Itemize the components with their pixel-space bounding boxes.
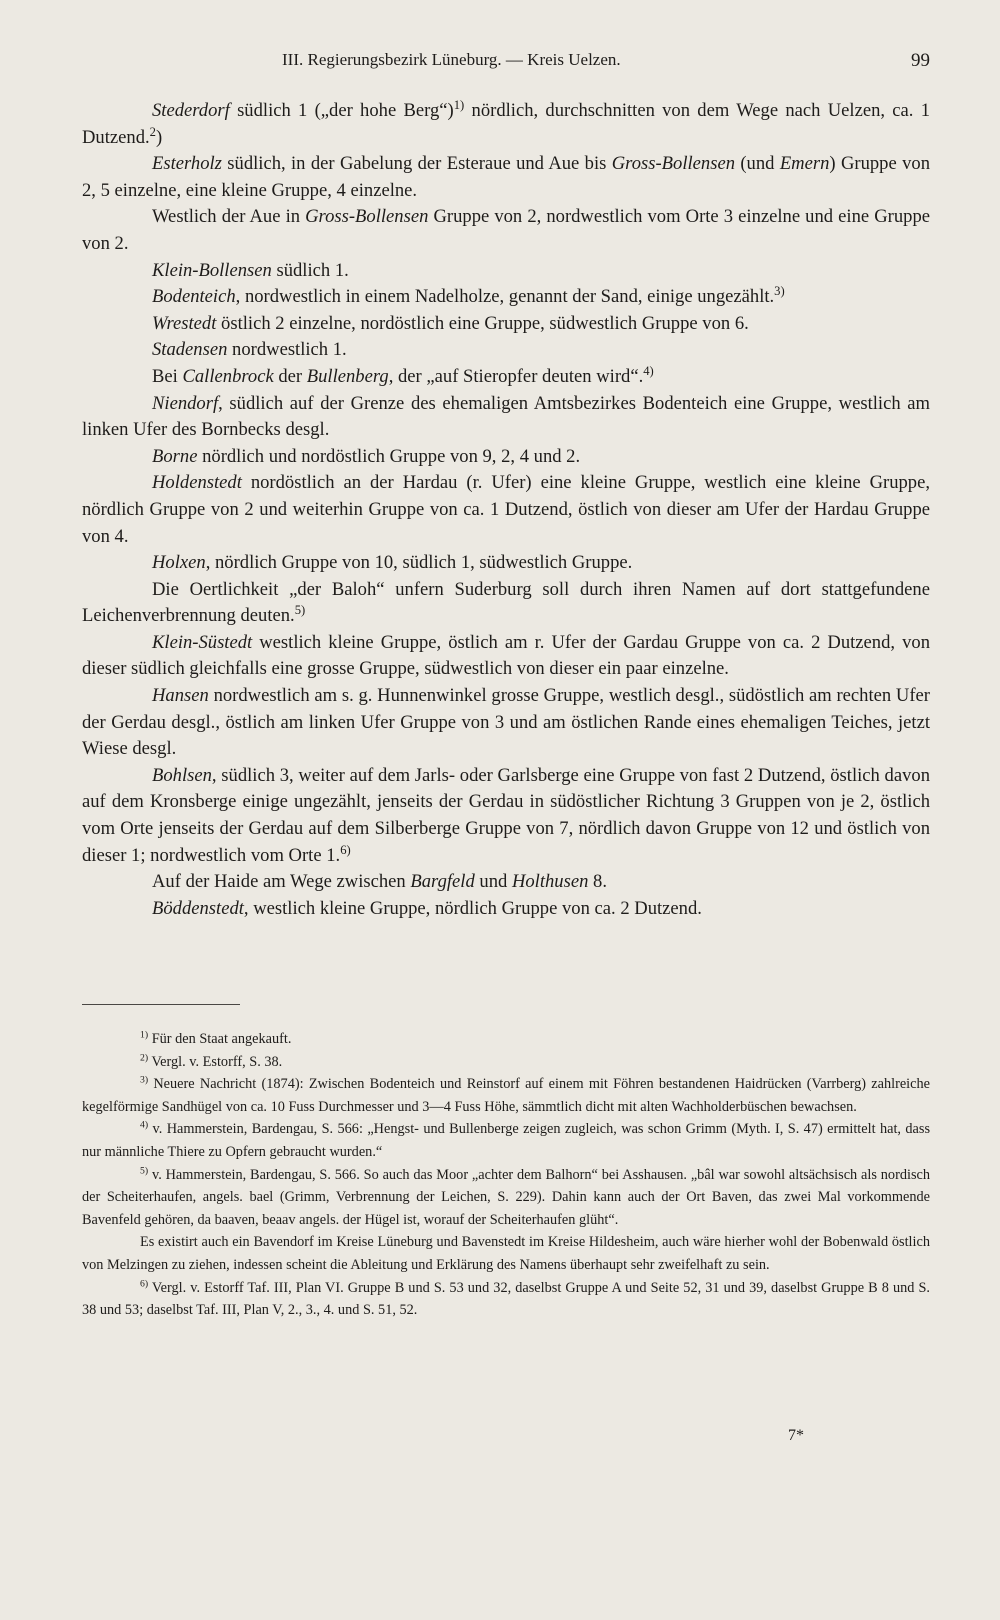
footnote-mark: 2) [140, 1052, 149, 1064]
footnote [82, 1277, 930, 1322]
place-name: Klein-Bollensen [152, 259, 272, 281]
paragraph [82, 763, 930, 869]
footnote-divider [82, 1004, 240, 1005]
footnote-mark: 6) [140, 1278, 149, 1290]
footnote-ref: 1) [453, 98, 465, 113]
place-name: Hansen [152, 685, 209, 707]
paragraph [82, 98, 930, 151]
place-name: Bargfeld [410, 871, 475, 893]
text: südlich, in der Gabelung der Esteraue und Aue bis [221, 153, 612, 175]
running-header [82, 50, 930, 80]
note-mark: 3 [140, 1074, 145, 1086]
page-number: 99 [911, 50, 930, 71]
text: Westlich der Aue in [152, 206, 306, 228]
header-title: III. Regierungsbezirk Lüneburg. — Kreis Uelzen. [282, 50, 621, 69]
paragraph [82, 337, 930, 364]
text: Gruppe von 2, nordwestlich vom Orte 3 einzelne und eine Gruppe von 2. [82, 206, 930, 254]
text: (und [735, 153, 780, 175]
text: südlich 1 („der hohe Berg“) [229, 100, 454, 121]
paragraph [82, 630, 930, 683]
text: südlich 1. [271, 259, 349, 281]
note-mark: 4 [140, 1120, 145, 1132]
text: , südlich 3, weiter auf dem Jarls- oder Garlsberge eine Gruppe von fast 2 Dutzend, östlich davon auf dem Kronsberge einige ungezählt, jenseits der Gerdau in südöstlicher Richtung 3 Gruppen von je 2, östlich vom Orte jenseits der Gerdau auf dem Silberberge Gruppe von 7, nördlich davon Gruppe von 12 und östlich von dieser 1; nordwestlich vom Orte 1. [82, 764, 930, 866]
text: 8. [588, 871, 607, 893]
note-mark: 6 [140, 1278, 145, 1290]
paragraph [82, 391, 930, 444]
text: nördlich, durchschnitten von dem Wege nach Uelzen, ca. 1 Dutzend. [82, 100, 930, 148]
place-name: Bodenteich [152, 286, 236, 308]
footnote [82, 1231, 930, 1276]
note-mark: 3 [774, 284, 781, 299]
footnote-mark: 3) [140, 1074, 149, 1086]
paragraph [82, 683, 930, 763]
footnote [82, 1028, 930, 1051]
place-name: Holdenstedt [152, 472, 242, 494]
note-mark: 1 [453, 98, 461, 113]
footnote-text: v. Hammerstein, Bardengau, S. 566: „Hengst- und Bullenberge zeigen zugleich, was schon Grimm (Myth. I, S. 47) ermittelt hat, dass nur männliche Thiere zu Opfern gebraucht wurden.“ [82, 1121, 931, 1160]
footnote-mark: 1) [140, 1029, 149, 1041]
note-mark: 4 [643, 363, 650, 378]
note-mark: 5 [140, 1165, 145, 1177]
footnote-text: Vergl. v. Estorff Taf. III, Plan VI. Gruppe B und S. 53 und 32, daselbst Gruppe A und Seite 52, 31 und 39, daselbst Gruppe B 8 und S. 38 und 53; daselbst Taf. III, Plan V, 2., 3., 4. und S. 51, 52. [82, 1279, 930, 1319]
text: ) [155, 126, 163, 148]
text: nordwestlich 1. [227, 339, 347, 361]
footnote [82, 1164, 930, 1232]
paragraph [82, 550, 930, 577]
footnote-text: Für den Staat angekauft. [151, 1031, 292, 1047]
place-name: Callenbrock [182, 365, 274, 387]
paragraph [82, 470, 930, 550]
place-name: Wrestedt [152, 312, 217, 334]
signature-mark: 7* [788, 1427, 804, 1444]
text: , südlich auf der Grenze des ehemaligen Amtsbezirkes Bodenteich eine Gruppe, westlich am linken Ufer des Bornbecks desgl. [82, 392, 930, 441]
text: nördlich und nordöstlich Gruppe von 9, 2, 4 und 2. [197, 445, 581, 467]
place-name: Esterholz [152, 153, 222, 175]
text: östlich 2 einzelne, nordöstlich eine Gruppe, südwestlich Gruppe von 6. [216, 312, 749, 334]
text: Die Oertlichkeit „der Baloh“ unfern Suderburg soll durch ihren Namen auf dort stattgefundene Leichenverbrennung deuten. [82, 578, 930, 627]
text: , westlich kleine Gruppe, nördlich Gruppe von ca. 2 Dutzend. [243, 897, 702, 919]
place-name: Gross-Bollensen [611, 153, 735, 175]
text: nordwestlich am s. g. Hunnenwinkel grosse Gruppe, westlich desgl., südöstlich am rechten Ufer der Gerdau desgl., östlich am linken Ufer Gruppe von 3 und am östlichen Rande eines ehemaligen Teiches, jetzt Wiese desgl. [82, 685, 930, 760]
note-mark: 5 [294, 603, 302, 618]
place-name: Niendorf [152, 392, 219, 414]
text: , nordwestlich in einem Nadelholze, genannt der Sand, einige ungezählt. [235, 286, 775, 308]
footnote-ref: 6) [340, 842, 351, 857]
text: und [474, 871, 512, 893]
text: der [273, 365, 307, 387]
paragraph [82, 311, 930, 338]
place-name: Emern [779, 153, 830, 175]
footnote-ref: 3) [774, 284, 785, 299]
note-mark: 6 [340, 842, 347, 857]
place-name: Gross-Bollensen [305, 206, 429, 228]
paragraph [82, 577, 930, 630]
paragraph [82, 896, 930, 923]
text: , nördlich Gruppe von 10, südlich 1, südwestlich Gruppe. [205, 552, 633, 574]
note-mark: 2 [149, 124, 156, 139]
paragraph [82, 204, 930, 257]
footnote-text: Vergl. v. Estorff, S. 38. [151, 1053, 283, 1070]
place-name: Bohlsen [152, 764, 212, 786]
place-name: Klein-Süstedt [152, 631, 253, 653]
footnote [82, 1051, 930, 1074]
place-name: Holthusen [511, 871, 589, 893]
text: nordöstlich an der Hardau (r. Ufer) eine kleine Gruppe, westlich eine kleine Gruppe, nördlich Gruppe von 2 und weiterhin Gruppe von ca. 1 Dutzend, östlich von dieser am Ufer der Hardau Gruppe von 4. [82, 472, 930, 547]
place-name: Bullenberg [306, 365, 389, 387]
text: Bei [152, 365, 183, 387]
note-mark: 1 [140, 1029, 145, 1041]
footnote-ref: 5) [294, 603, 306, 618]
footnote [82, 1118, 930, 1163]
place-name: Böddenstedt [152, 897, 244, 919]
place-name: Holxen [152, 552, 206, 574]
paragraph [82, 444, 930, 471]
paragraph [82, 258, 930, 285]
footnote-text: v. Hammerstein, Bardengau, S. 566. So auch das Moor „achter dem Balhorn“ bei Asshausen. „bâl war sowohl altsächsisch als nordisch der Scheiterhaufen, angels. bael (Grimm, Verbrennung der Leichen, S. 229). Dahin kann auch der Ort Baven, das zwei Mal vorkommende Bavenfeld gehören, da baaven, beaav angels. der Hügel ist, worauf der Scheiterhaufen glüht“. [82, 1166, 931, 1228]
text: westlich kleine Gruppe, östlich am r. Ufer der Gardau Gruppe von ca. 2 Dutzend, von dieser südlich gleichfalls eine grosse Gruppe, südwestlich von dieser ein paar einzelne. [82, 631, 930, 680]
paragraph [82, 869, 930, 896]
footnotes [82, 1028, 930, 1322]
paragraph [82, 151, 930, 204]
text: , der „auf Stieropfer deuten wird“. [388, 365, 644, 387]
place-name: Borne [152, 445, 198, 467]
note-mark: 2 [140, 1052, 145, 1064]
footnote [82, 1073, 930, 1118]
footnote-mark: 5) [140, 1165, 149, 1177]
footnote-ref: 4) [643, 363, 654, 378]
main-text [82, 98, 930, 922]
footnote-mark: 4) [140, 1120, 149, 1132]
footnote-text: Neuere Nachricht (1874): Zwischen Bodenteich und Reinstorf auf einem mit Föhren bestandenen Haidrücken (Varrberg) zahlreiche kegelförmige Sandhügel von ca. 10 Fuss Durchmesser und 3—4 Fuss Höhe, sämmtlich dicht mit alten Wachholderbüschen bewachsen. [82, 1076, 930, 1115]
text: Auf der Haide am Wege zwischen [152, 871, 411, 893]
footnote-text: Es existirt auch ein Bavendorf im Kreise Lüneburg und Bavenstedt im Kreise Hildesheim, auch wäre hierher wohl der Bobenwald östlich von Melzingen zu ziehen, indessen scheint die Ableitung und Erklärung des Namens überhaupt sehr zweifelhaft zu sein. [82, 1234, 930, 1273]
text: ) Gruppe von 2, 5 einzelne, eine kleine Gruppe, 4 einzelne. [82, 153, 930, 201]
place-name: Stadensen [152, 339, 228, 361]
paragraph [82, 284, 930, 311]
paragraph [82, 364, 930, 391]
place-name: Stederdorf [152, 100, 230, 121]
